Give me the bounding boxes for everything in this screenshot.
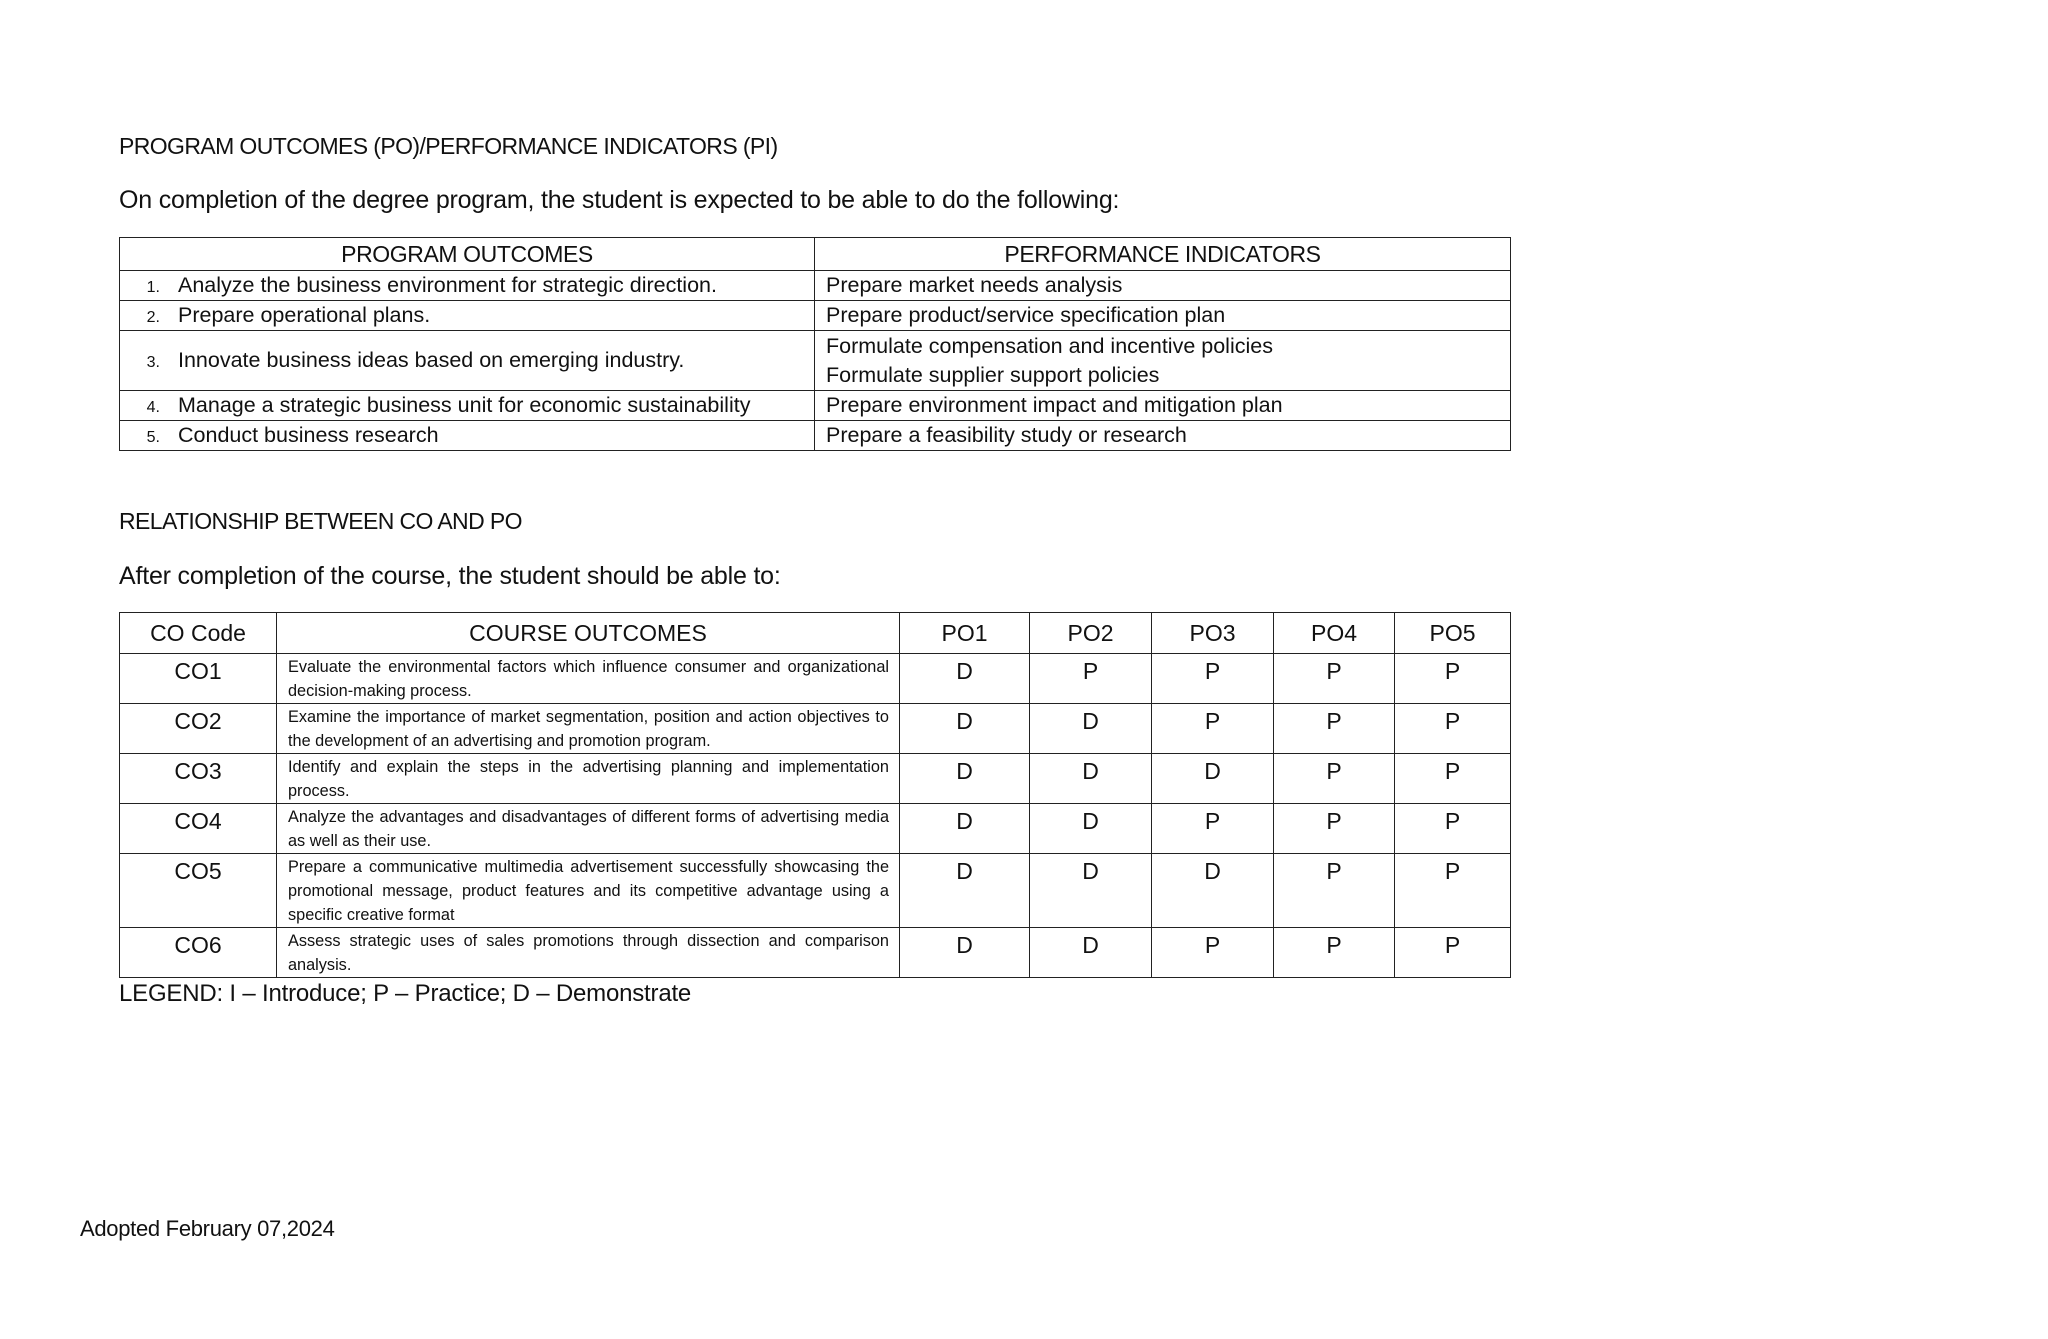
po-level-cell: D — [1030, 804, 1152, 854]
table-row — [120, 654, 1511, 704]
po-level-cell: P — [1395, 854, 1511, 928]
po-section-heading: PROGRAM OUTCOMES (PO)/PERFORMANCE INDICATORS (PI) — [119, 133, 778, 159]
po-level-cell: P — [1395, 928, 1511, 978]
outcome-cell — [120, 391, 815, 421]
course-outcome-cell: Identify and explain the steps in the advertising planning and implementation process. — [277, 754, 900, 804]
po-level-cell: D — [900, 754, 1030, 804]
po-level-cell: P — [1274, 928, 1395, 978]
table-header-row — [120, 613, 1511, 654]
outcome-cell — [120, 421, 815, 451]
po-level-cell: P — [1274, 704, 1395, 754]
outcome-cell — [120, 301, 815, 331]
po-level-cell: D — [1030, 854, 1152, 928]
indicator-text: Prepare a feasibility study or research — [826, 423, 1187, 447]
co-code-header: CO Code — [120, 613, 277, 654]
outcome-text: Innovate business ideas based on emerging industry. — [178, 348, 685, 372]
table-row — [120, 854, 1511, 928]
po-level-cell: D — [900, 804, 1030, 854]
adopted-date-footer: Adopted February 07,2024 — [80, 1216, 335, 1241]
po-level-cell: D — [1030, 754, 1152, 804]
po-level-cell: P — [1030, 654, 1152, 704]
course-outcome-cell: Evaluate the environmental factors which influence consumer and organizational decision-making process. — [277, 654, 900, 704]
outcome-text: Analyze the business environment for strategic direction. — [178, 273, 717, 297]
indicator-text: Prepare environment impact and mitigation plan — [826, 393, 1283, 417]
co-po-relationship-table — [119, 612, 1511, 978]
co-code-cell: CO3 — [120, 754, 277, 804]
indicator-cell — [815, 271, 1511, 301]
co-code-cell: CO6 — [120, 928, 277, 978]
co-code-cell: CO4 — [120, 804, 277, 854]
indicator-cell — [815, 391, 1511, 421]
indicator-cell — [815, 331, 1511, 391]
table-row — [120, 754, 1511, 804]
table-row — [120, 804, 1511, 854]
table-header-row — [120, 238, 1511, 271]
indicator-text: Formulate supplier support policies — [826, 362, 1160, 387]
outcome-text: Conduct business research — [178, 423, 439, 447]
course-outcome-cell: Analyze the advantages and disadvantages of different forms of advertising media as well as their use. — [277, 804, 900, 854]
table-row — [120, 704, 1511, 754]
po-level-cell: D — [1152, 854, 1274, 928]
po-level-cell: P — [1152, 654, 1274, 704]
po-level-cell: P — [1395, 704, 1511, 754]
table-row — [120, 271, 1511, 301]
po-level-cell: P — [1152, 928, 1274, 978]
indicator-text: Formulate compensation and incentive policies — [826, 333, 1273, 358]
table-row — [120, 331, 1511, 391]
indicator-text: Prepare market needs analysis — [826, 273, 1123, 297]
po-section-intro: On completion of the degree program, the student is expected to be able to do the following: — [119, 186, 1120, 214]
po-level-cell: D — [900, 928, 1030, 978]
outcome-cell — [120, 271, 815, 301]
performance-indicators-header: PERFORMANCE INDICATORS — [815, 238, 1511, 271]
po-level-cell: P — [1274, 854, 1395, 928]
table-row — [120, 421, 1511, 451]
program-outcomes-header: PROGRAM OUTCOMES — [120, 238, 815, 271]
indicator-cell — [815, 301, 1511, 331]
table-row — [120, 928, 1511, 978]
po1-header: PO1 — [900, 613, 1030, 654]
po-level-cell: P — [1152, 804, 1274, 854]
po5-header: PO5 — [1395, 613, 1511, 654]
po2-header: PO2 — [1030, 613, 1152, 654]
co-code-cell: CO2 — [120, 704, 277, 754]
course-outcome-cell: Assess strategic uses of sales promotions through dissection and comparison analysis. — [277, 928, 900, 978]
po-level-cell: P — [1274, 804, 1395, 854]
outcome-text: Manage a strategic business unit for economic sustainability — [178, 393, 751, 417]
po-level-cell: P — [1274, 654, 1395, 704]
indicator-cell — [815, 421, 1511, 451]
po-level-cell: P — [1395, 754, 1511, 804]
po-level-cell: D — [1152, 754, 1274, 804]
po4-header: PO4 — [1274, 613, 1395, 654]
co-code-cell: CO5 — [120, 854, 277, 928]
outcome-text: Prepare operational plans. — [178, 303, 431, 327]
po-level-cell: D — [900, 854, 1030, 928]
outcome-number: 3. — [146, 354, 160, 371]
po-level-cell: P — [1152, 704, 1274, 754]
outcome-number: 1. — [146, 279, 160, 296]
po3-header: PO3 — [1152, 613, 1274, 654]
po-level-cell: D — [900, 704, 1030, 754]
po-level-cell: P — [1395, 654, 1511, 704]
outcome-cell — [120, 331, 815, 391]
outcome-number: 2. — [146, 309, 160, 326]
po-level-cell: D — [1030, 928, 1152, 978]
po-level-cell: P — [1274, 754, 1395, 804]
program-outcomes-table — [119, 237, 1511, 451]
indicator-text: Prepare product/service specification plan — [826, 303, 1226, 327]
po-level-cell: D — [900, 654, 1030, 704]
po-level-cell: P — [1395, 804, 1511, 854]
course-outcome-cell: Examine the importance of market segmentation, position and action objectives to the development of an advertising and promotion program. — [277, 704, 900, 754]
outcome-number: 5. — [146, 429, 160, 446]
outcome-number: 4. — [146, 399, 160, 416]
co-po-section-heading: RELATIONSHIP BETWEEN CO AND PO — [119, 508, 522, 534]
course-outcomes-header: COURSE OUTCOMES — [277, 613, 900, 654]
po-level-cell: D — [1030, 704, 1152, 754]
table-row — [120, 391, 1511, 421]
table-row — [120, 301, 1511, 331]
legend-text: LEGEND: I – Introduce; P – Practice; D – Demonstrate — [119, 980, 692, 1007]
co-po-section-intro: After completion of the course, the student should be able to: — [119, 562, 781, 590]
co-code-cell: CO1 — [120, 654, 277, 704]
course-outcome-cell: Prepare a communicative multimedia advertisement successfully showcasing the promotional message, product features and its competitive advantage using a specific creative format — [277, 854, 900, 928]
